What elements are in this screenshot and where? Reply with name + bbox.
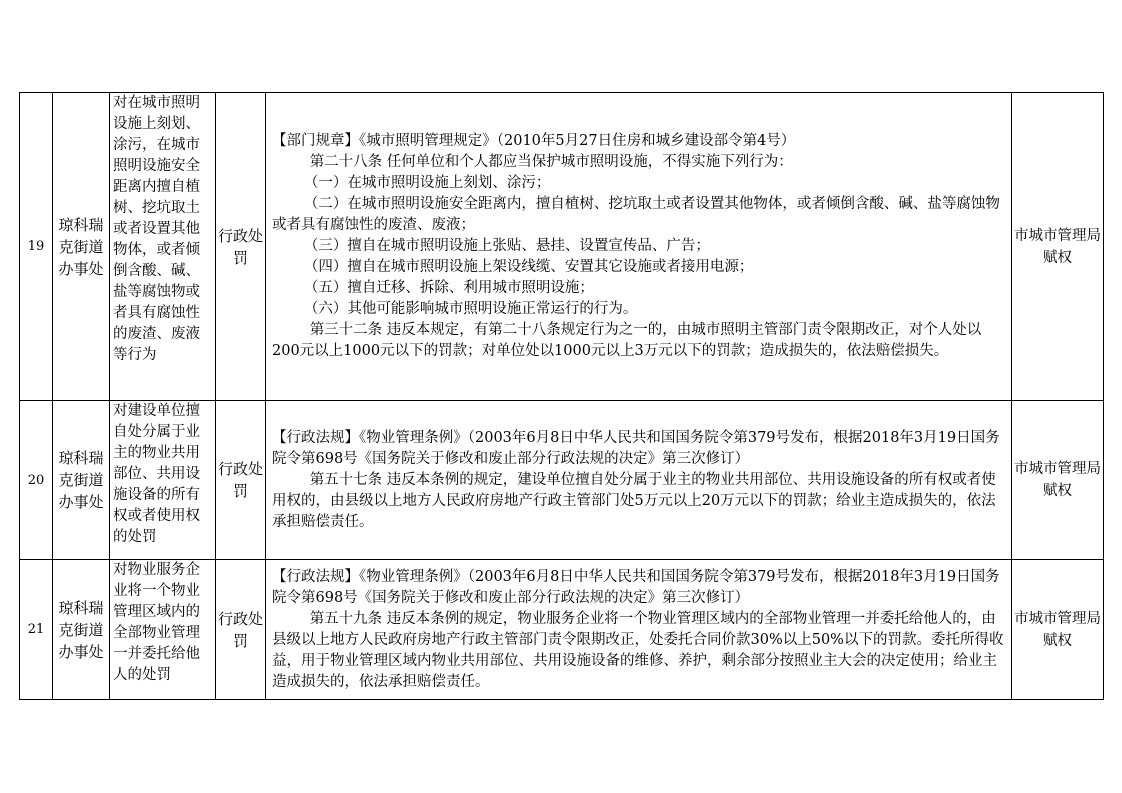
power-item-text: 对建设单位擅自处分属于业主的物业共用部位、共用设施设备的所有权或者使用权的处罚 [113, 403, 200, 545]
basis-line: 第五十七条 违反本条例的规定，建设单位擅自处分属于业主的物业共用部位、共用设施设备的所有权或者使用权的，由县级以上地方人民政府房地产行政主管部门处5万元以上20万元以下的罚款；给业主造成损失的，依法承担赔偿责任。 [272, 471, 996, 530]
basis-line: 【行政法规】《物业管理条例》（2003年6月8日中华人民共和国国务院令第379号发布，根据2018年3月19日国务院令第698号《国务院关于修改和废止部分行政法规的决定》第三次修订） [272, 568, 1000, 606]
table-row [20, 93, 1104, 401]
basis-line: 【部门规章】《城市照明管理规定》（2010年5月27日住房和城乡建设部令第4号） [272, 133, 796, 149]
basis-line: （三）擅自在城市照明设施上张贴、悬挂、设置宣传品、广告； [303, 238, 710, 254]
power-category: 行政处罚 [216, 401, 266, 560]
basis-line: 第三十二条 违反本规定，有第二十八条规定行为之一的，由城市照明主管部门责令限期改正，对个人处以200元以上1000元以下的罚款；对单位处以1000元以上3万元以下的罚款；造成损失的，依法赔偿损失。 [272, 322, 982, 359]
remark: 市城市管理局赋权 [1012, 93, 1104, 401]
table-row [20, 401, 1104, 560]
implementing-unit: 琼科瑞克街道办事处 [53, 560, 110, 700]
legal-basis [266, 401, 1012, 560]
power-item-text: 对在城市照明设施上刻划、涂污，在城市照明设施安全距离内擅自植树、挖坑取土或者设置其他物体，或者倾倒含酸、碱、盐等腐蚀物或者具有腐蚀性的废渣、废液等行为 [113, 95, 200, 363]
basis-line: 第二十八条 任何单位和个人都应当保护城市照明设施，不得实施下列行为： [309, 154, 793, 170]
power-item-text: 对物业服务企业将一个物业管理区域内的全部物业管理一并委托给他人的处罚 [113, 562, 200, 683]
basis-line: （五）擅自迁移、拆除、利用城市照明设施； [303, 280, 594, 296]
implementing-unit: 琼科瑞克街道办事处 [53, 401, 110, 560]
row-number: 20 [20, 401, 53, 560]
power-item-name [110, 401, 216, 560]
power-list-table [19, 92, 1104, 700]
table-row [20, 560, 1104, 700]
power-item-name [110, 560, 216, 700]
basis-line: （六）其他可能影响城市照明设施正常运行的行为。 [303, 301, 638, 317]
power-item-name [110, 93, 216, 401]
implementing-unit: 琼科瑞克街道办事处 [53, 93, 110, 401]
basis-line: （一）在城市照明设施上刻划、涂污； [303, 175, 551, 191]
legal-basis [266, 560, 1012, 700]
basis-line: （二）在城市照明设施安全距离内，擅自植树、挖坑取土或者设置其他物体，或者倾倒含酸、碱、盐等腐蚀物或者具有腐蚀性的废渣、废液； [272, 196, 1000, 233]
row-number: 21 [20, 560, 53, 700]
basis-line: 第五十九条 违反本条例的规定，物业服务企业将一个物业管理区域内的全部物业管理一并委托给他人的，由县级以上地方人民政府房地产行政主管部门责令限期改正，处委托合同价款30%以上50%以下的罚款。委托所得收益，用于物业管理区域内物业共用部位、共用设施设备的维修、养护，剩余部分按照业主大会的决定使用；给业主造成损失的，依法承担赔偿责任。 [272, 610, 1004, 690]
power-category: 行政处罚 [216, 93, 266, 401]
row-number: 19 [20, 93, 53, 401]
power-category: 行政处罚 [216, 560, 266, 700]
remark: 市城市管理局赋权 [1012, 560, 1104, 700]
legal-basis [266, 93, 1012, 401]
basis-line: （四）擅自在城市照明设施上架设线缆、安置其它设施或者接用电源； [303, 259, 754, 275]
remark: 市城市管理局赋权 [1012, 401, 1104, 560]
basis-line: 【行政法规】《物业管理条例》（2003年6月8日中华人民共和国国务院令第379号发布，根据2018年3月19日国务院令第698号《国务院关于修改和废止部分行政法规的决定》第三次修订） [272, 429, 1000, 467]
